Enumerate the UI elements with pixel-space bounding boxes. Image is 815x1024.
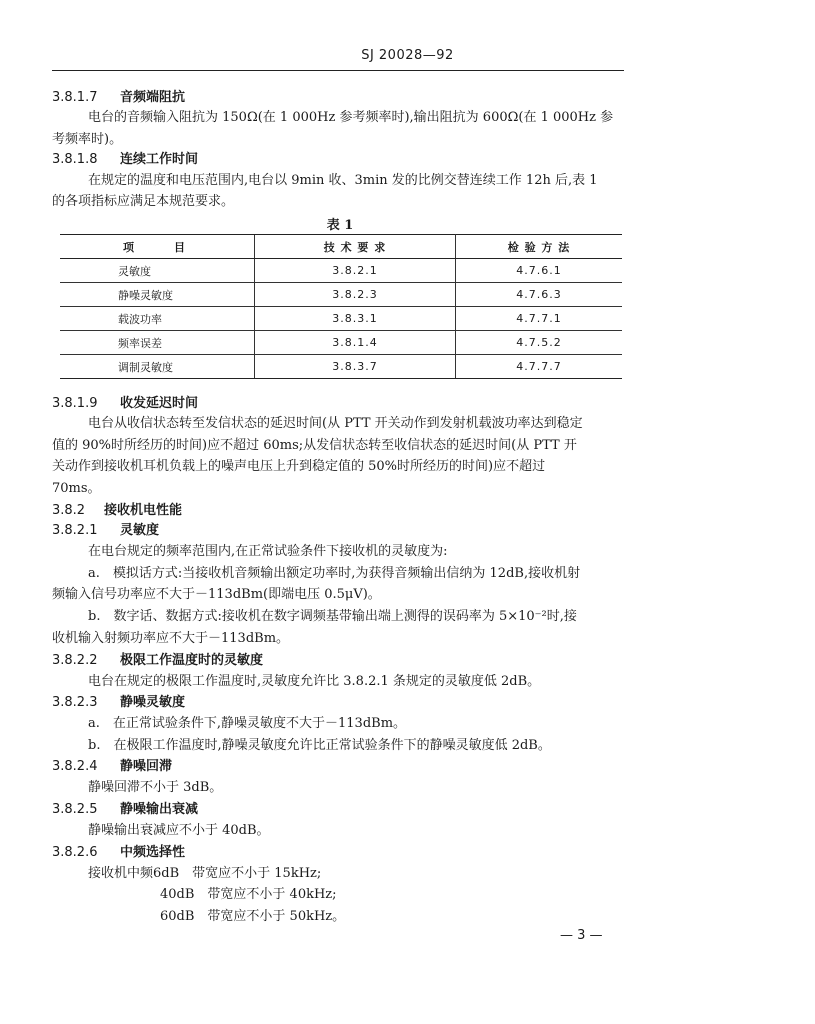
table-cell: 调制灵敏度	[60, 355, 255, 379]
paragraph-line: 的各项指标应满足本规范要求。	[52, 194, 235, 209]
paragraph-line: 70ms。	[52, 481, 101, 496]
table-row	[60, 307, 622, 331]
heading-3-8-1-7	[52, 89, 185, 106]
table-cell: 3.8.2.3	[255, 283, 456, 307]
heading-3-8-2	[52, 502, 182, 519]
paragraph-line: 在规定的温度和电压范围内,电台以 9min 收、3min 发的比例交替连续工作 12h 后,表 1	[88, 173, 598, 188]
section-number: 3.8.2.6	[52, 845, 98, 860]
paragraph-line: 静噪输出衰减应不小于 40dB。	[88, 823, 270, 838]
table-row	[60, 283, 622, 307]
section-number: 3.8.1.7	[52, 90, 98, 105]
paragraph-line: 收机输入射频功率应不大于－113dBm。	[52, 631, 290, 646]
section-title: 静噪灵敏度	[120, 695, 186, 710]
page-header: SJ 20028—92	[361, 48, 454, 63]
section-number: 3.8.2.5	[52, 802, 98, 817]
table-cell: 4.7.5.2	[456, 331, 623, 355]
paragraph-line: 电台的音频输入阻抗为 150Ω(在 1 000Hz 参考频率时),输出阻抗为 600Ω(在 1 000Hz 参	[88, 110, 614, 125]
table-cell: 4.7.6.1	[456, 259, 623, 283]
heading-3-8-2-3	[52, 694, 185, 711]
selectivity-line: 60dB 带宽应不小于 50kHz。	[160, 909, 346, 924]
table-header-row	[60, 235, 622, 259]
paragraph-line: 频输入信号功率应不大于－113dBm(即端电压 0.5μV)。	[52, 587, 381, 602]
list-item-b: b. 数字话、数据方式:接收机在数字调频基带输出端上测得的误码率为 5×10⁻²时,接	[88, 609, 577, 624]
table-cell: 静噪灵敏度	[60, 283, 255, 307]
heading-3-8-2-2	[52, 652, 263, 669]
heading-3-8-2-1	[52, 522, 159, 539]
table-caption: 表 1	[326, 218, 354, 233]
table-cell: 3.8.1.4	[255, 331, 456, 355]
heading-3-8-1-8	[52, 151, 198, 168]
paragraph-line: 电台从收信状态转至发信状态的延迟时间(从 PTT 开关动作到发射机载波功率达到稳定	[88, 416, 583, 431]
section-title: 收发延迟时间	[120, 396, 199, 411]
list-item-a: a. 在正常试验条件下,静噪灵敏度不大于－113dBm。	[88, 716, 407, 731]
section-title: 中频选择性	[120, 845, 186, 860]
section-number: 3.8.2.3	[52, 695, 98, 710]
table-cell: 4.7.7.7	[456, 355, 623, 379]
table-row	[60, 355, 622, 379]
paragraph-line: 电台在规定的极限工作温度时,灵敏度允许比 3.8.2.1 条规定的灵敏度低 2dB。	[88, 674, 541, 689]
section-title: 灵敏度	[120, 523, 160, 538]
heading-3-8-2-5	[52, 801, 198, 818]
table-cell: 3.8.3.1	[255, 307, 456, 331]
section-number: 3.8.2.1	[52, 523, 98, 538]
column-header: 技 术 要 求	[255, 235, 456, 259]
section-title: 静噪回滞	[120, 759, 173, 774]
section-title: 连续工作时间	[120, 152, 199, 167]
paragraph-line: 静噪回滞不小于 3dB。	[88, 780, 223, 795]
table-cell: 载波功率	[60, 307, 255, 331]
table-row	[60, 331, 622, 355]
table-cell: 灵敏度	[60, 259, 255, 283]
table-cell: 4.7.6.3	[456, 283, 623, 307]
section-number: 3.8.2.4	[52, 759, 98, 774]
selectivity-line: 接收机中频6dB 带宽应不小于 15kHz;	[88, 866, 322, 881]
section-title: 接收机电性能	[104, 503, 183, 518]
paragraph-line: 值的 90%时所经历的时间)应不超过 60ms;从发信状态转至收信状态的延迟时间(从 PTT 开	[52, 438, 577, 453]
paragraph-line: 在电台规定的频率范围内,在正常试验条件下接收机的灵敏度为:	[88, 544, 448, 559]
header-rule	[52, 70, 624, 71]
table-cell: 3.8.2.1	[255, 259, 456, 283]
section-number: 3.8.1.8	[52, 152, 98, 167]
page-number: — 3 —	[560, 928, 603, 943]
table-row	[60, 259, 622, 283]
section-title: 极限工作温度时的灵敏度	[120, 653, 264, 668]
section-number: 3.8.1.9	[52, 396, 98, 411]
section-title: 静噪输出衰减	[120, 802, 199, 817]
paragraph-line: 关动作到接收机耳机负载上的噪声电压上升到稳定值的 50%时所经历的时间)应不超过	[52, 459, 546, 474]
list-item-a: a. 模拟话方式:当接收机音频输出额定功率时,为获得音频输出信纳为 12dB,接收机射	[88, 566, 581, 581]
section-title: 音频端阻抗	[120, 90, 186, 105]
column-header: 检 验 方 法	[456, 235, 623, 259]
heading-3-8-2-4	[52, 758, 172, 775]
section-number: 3.8.2	[52, 503, 86, 518]
requirements-table	[60, 234, 622, 379]
section-number: 3.8.2.2	[52, 653, 98, 668]
heading-3-8-2-6	[52, 844, 185, 861]
paragraph-line: 考频率时)。	[52, 132, 123, 147]
heading-3-8-1-9	[52, 395, 198, 412]
list-item-b: b. 在极限工作温度时,静噪灵敏度允许比正常试验条件下的静噪灵敏度低 2dB。	[88, 738, 551, 753]
table-cell: 4.7.7.1	[456, 307, 623, 331]
table-cell: 3.8.3.7	[255, 355, 456, 379]
selectivity-line: 40dB 带宽应不小于 40kHz;	[160, 887, 337, 902]
table-cell: 频率误差	[60, 331, 255, 355]
column-header: 项 目	[60, 235, 255, 259]
